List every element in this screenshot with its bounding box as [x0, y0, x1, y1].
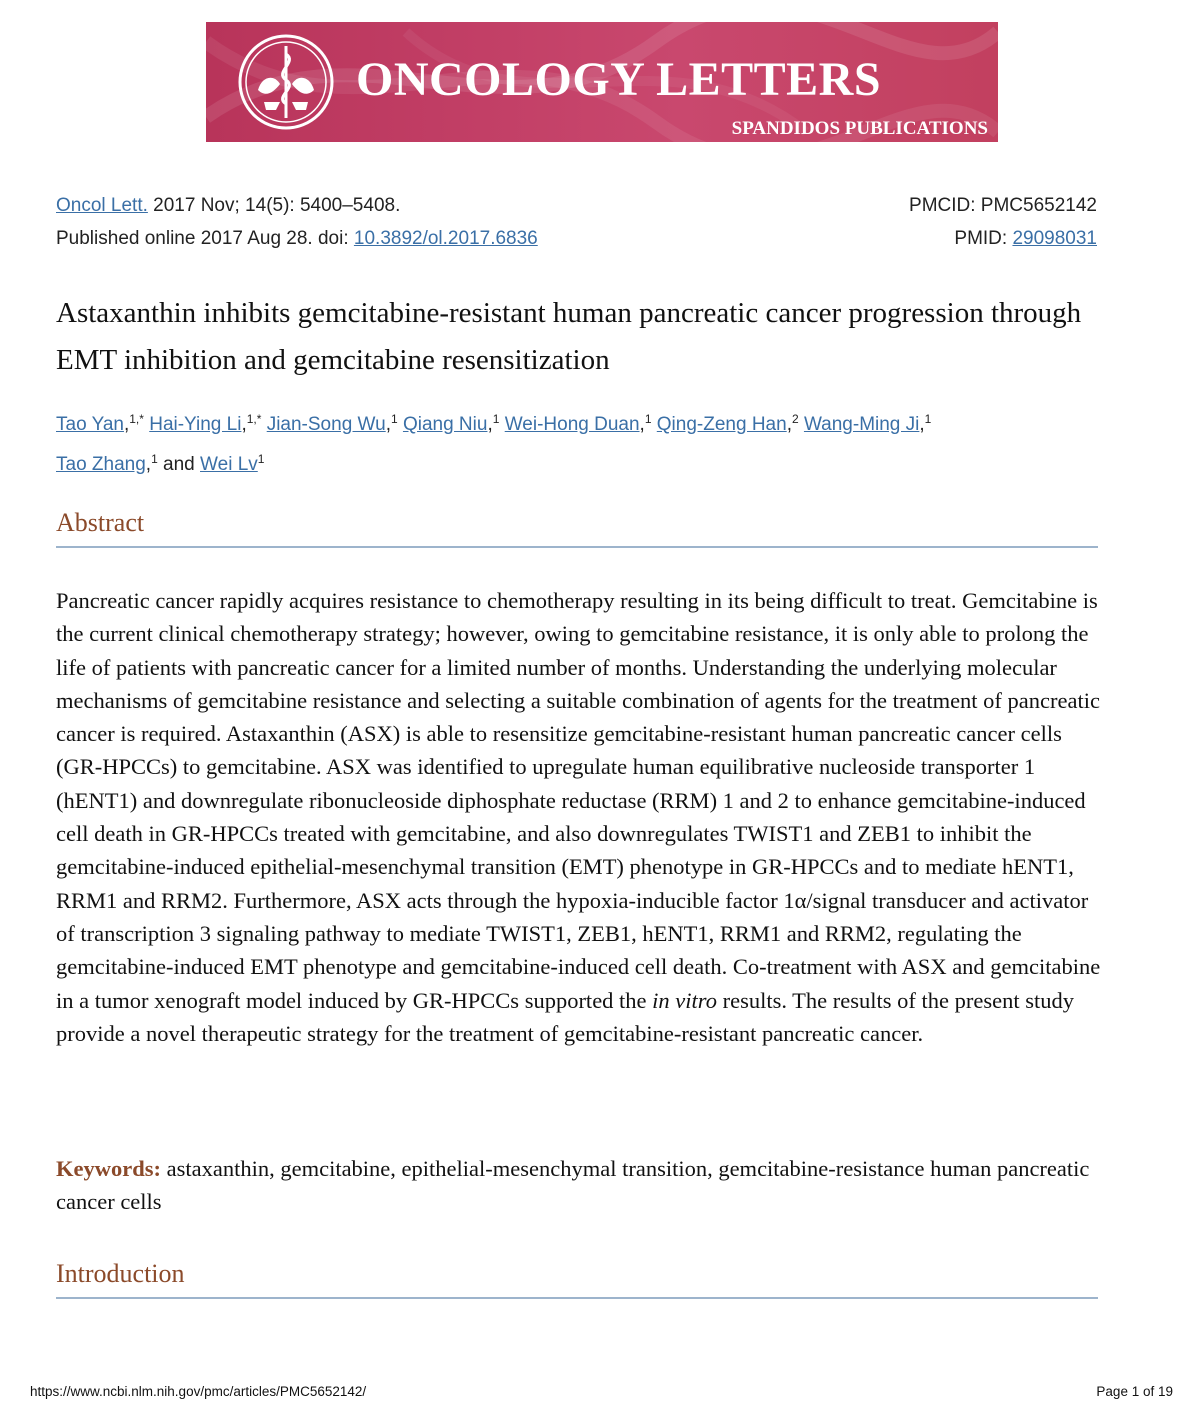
author-entry [200, 454, 264, 475]
doi-link[interactable]: 10.3892/ol.2017.6836 [353, 228, 538, 249]
author-separator: and [157, 454, 201, 475]
citation-line [56, 195, 400, 217]
author-affiliation: 1 [151, 452, 158, 466]
author-affiliation: 1 [644, 412, 652, 426]
author-link[interactable]: Wang-Ming Ji [803, 414, 920, 435]
author-entry: Wang-Ming Ji,$^1$ [803, 412, 932, 435]
page-number: Page 1 of 19 [1096, 1384, 1173, 1399]
pmid-label: PMID: [954, 228, 1013, 249]
abstract-text [56, 584, 1104, 1050]
author-entry: Hai-Ying Li,$^{1,*}$ [149, 412, 262, 435]
pmid-line [954, 228, 1097, 250]
author-link[interactable]: Jian-Song Wu [266, 414, 386, 435]
pmid-link[interactable]: 29098031 [1012, 228, 1097, 249]
abstract-heading: Abstract [56, 508, 1098, 548]
abstract-italic: in vitro [652, 987, 717, 1013]
author-link[interactable]: Qiang Niu [402, 414, 488, 435]
author-affiliation: 1 [924, 412, 932, 426]
abstract-body: Pancreatic cancer rapidly acquires resistance to chemotherapy resulting in its being difficult to treat. Gemcitabine is the current clinical chemotherapy strategy; however, owing to gemcitabine resistance, it is only able to prolong the life of patients with pancreatic cancer for a limited number of months. Understanding the underlying molecular mechanisms of gemcitabine resistance and selecting a suitable combination of agents for the treatment of pancreatic cancer is required. Astaxanthin (ASX) is able to resensitize gemcitabine-resistant human pancreatic cancer cells (GR-HPCCs) to gemcitabine. ASX was identified to upregulate human equilibrative nucleoside transporter 1 (hENT1) and downregulate ribonucleoside diphosphate reductase (RRM) 1 and 2 to enhance gemcitabine-induced cell death in GR-HPCCs treated with gemcitabine, and also downregulates TWIST1 and ZEB1 to inhibit the gemcitabine-induced epithelial-mesenchymal transition (EMT) phenotype in GR-HPCCs and to mediate hENT1, RRM1 and RRM2. Furthermore, ASX acts through the hypoxia-inducible factor 1α/signal transducer and activator of transcription 3 signaling pathway to mediate TWIST1, ZEB1, hENT1, RRM1 and RRM2, regulating the gemcitabine-induced EMT phenotype and gemcitabine-induced cell death. Co-treatment with ASX and gemcitabine in a tumor xenograft model induced by GR-HPCCs supported the [56, 588, 1101, 1013]
issue-info: 2017 Nov; 14(5): 5400–5408. [147, 195, 401, 216]
author-link[interactable]: Hai-Ying Li [149, 414, 242, 435]
author-link[interactable]: Tao Yan [56, 414, 124, 435]
article-title: Astaxanthin inhibits gemcitabine-resistant human pancreatic cancer progression through EMT inhibition and gemcitabine resensitization [56, 297, 1082, 376]
keywords-text: astaxanthin, gemcitabine, epithelial-mesenchymal transition, gemcitabine-resistance human pancreatic cancer cells [56, 1156, 1090, 1215]
author-entry: Wei-Hong Duan,$^1$ [504, 412, 652, 435]
author-entry: Qing-Zeng Han,$^2$ [656, 412, 799, 435]
author-affiliation: 2 [791, 412, 799, 426]
journal-link[interactable]: Oncol Lett. [56, 195, 148, 216]
author-link[interactable]: Tao Zhang [56, 454, 146, 475]
author-list [56, 402, 1101, 482]
author-link[interactable]: Wei Lv [200, 454, 258, 475]
footer-url: https://www.ncbi.nlm.nih.gov/pmc/articles/PMC5652142/ [30, 1384, 367, 1399]
abstract-body-end: results. The results of the present study provide a novel therapeutic strategy for the treatment of gemcitabine-resistant pancreatic cancer. [56, 987, 1074, 1046]
author-affiliation: 1 [390, 412, 398, 426]
author-link[interactable]: Qing-Zeng Han [656, 414, 787, 435]
keywords [56, 1152, 1104, 1219]
introduction-heading: Introduction [56, 1259, 1098, 1299]
author-link[interactable]: Wei-Hong Duan [504, 414, 640, 435]
published-prefix: Published online 2017 Aug 28. doi: [56, 228, 354, 249]
journal-seal-logo [236, 32, 336, 132]
publisher-name: SPANDIDOS PUBLICATIONS [731, 118, 988, 139]
published-line [56, 228, 538, 250]
author-affiliation: 1 [257, 452, 265, 466]
journal-name: ONCOLOGY LETTERS [356, 53, 882, 106]
journal-banner [206, 22, 998, 142]
author-affiliation: 1,* [129, 412, 144, 426]
author-entry: Jian-Song Wu,$^1$ [266, 412, 398, 435]
author-affiliation: 1 [492, 412, 500, 426]
keywords-label: Keywords: [56, 1156, 161, 1181]
author-affiliation: 1,* [246, 412, 262, 426]
pmcid: PMCID: PMC5652142 [909, 195, 1097, 216]
author-entry: Qiang Niu,$^1$ [402, 412, 500, 435]
author-entry: Tao Zhang,$^1$ [56, 452, 158, 475]
author-entry: Tao Yan,$^{1,*}$ [56, 412, 144, 435]
